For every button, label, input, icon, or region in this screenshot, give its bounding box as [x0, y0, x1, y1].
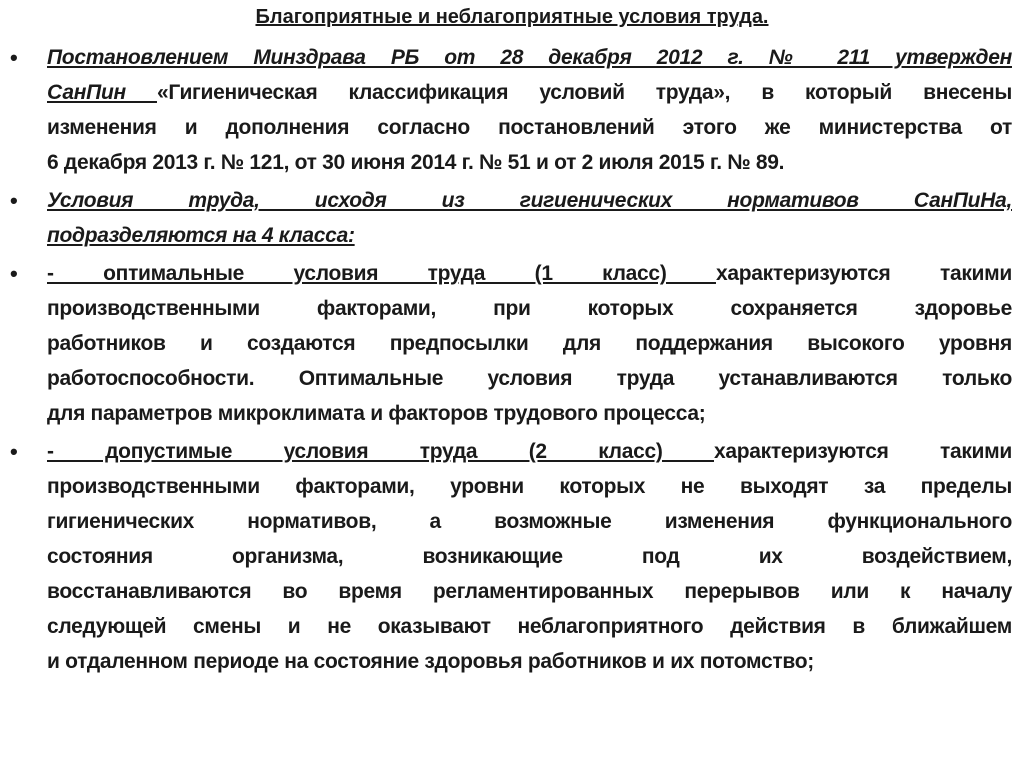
text-line	[47, 644, 1012, 679]
text-segment: производственными факторами, при которых сохраняется здоровье	[47, 297, 1012, 320]
text-segment: производственными факторами, уровни которых не выходят за пределы	[47, 475, 1012, 498]
text-line	[47, 218, 1012, 253]
text-segment: и отдаленном периоде на состояние здоровья работников и их потомство;	[47, 650, 814, 673]
text-segment: 6 декабря 2013 г. № 121, от 30 июня 2014 г. № 51 и от 2 июля 2015 г. № 89.	[47, 151, 785, 174]
text-segment: СанПин	[47, 81, 157, 104]
text-line	[47, 110, 1012, 145]
text-line	[47, 361, 1012, 396]
text-segment: состояния организма, возникающие под их воздействием,	[47, 545, 1012, 568]
text-segment: Условия труда, исходя из гигиенических нормативов СанПиНа,	[47, 189, 1012, 212]
text-segment: изменения и дополнения согласно постановлений этого же министерства от	[47, 116, 1012, 139]
text-segment: - допустимые условия труда (2 класс)	[47, 440, 714, 463]
bullet-item	[0, 183, 1024, 253]
text-line	[47, 256, 1012, 291]
bullet-item	[0, 40, 1024, 180]
text-line	[47, 574, 1012, 609]
text-line	[47, 145, 1012, 180]
text-segment: Постановлением Минздрава РБ от 28 декабря 2012 г. № 211 утвержден	[47, 46, 1012, 69]
text-line	[47, 40, 1012, 75]
text-segment: подразделяются на 4 класса:	[47, 224, 355, 247]
text-segment: гигиенических нормативов, а возможные изменения функционального	[47, 510, 1012, 533]
bullet-list	[0, 40, 1024, 682]
text-line	[47, 183, 1012, 218]
text-segment: работоспособности. Оптимальные условия труда устанавливаются только	[47, 367, 1012, 390]
text-line	[47, 396, 1012, 431]
text-line	[47, 434, 1012, 469]
text-segment: следующей смены и не оказывают неблагоприятного действия в ближайшем	[47, 615, 1012, 638]
text-segment: «Гигиеническая классификация условий труда», в который внесены	[156, 81, 1012, 104]
bullet-item	[0, 434, 1024, 679]
text-line	[47, 291, 1012, 326]
bullet-item	[0, 256, 1024, 431]
text-segment: характеризуются такими	[715, 262, 1012, 285]
slide-title: Благоприятные и неблагоприятные условия труда.	[255, 6, 769, 28]
text-line	[47, 504, 1012, 539]
bullet-icon: •	[10, 261, 18, 286]
text-segment: для параметров микроклимата и факторов трудового процесса;	[47, 402, 706, 425]
text-line	[47, 75, 1012, 110]
text-line	[47, 609, 1012, 644]
text-segment: работников и создаются предпосылки для поддержания высокого уровня	[47, 332, 1012, 355]
text-segment: - оптимальные условия труда (1 класс)	[47, 262, 716, 285]
bullet-icon: •	[10, 188, 18, 213]
text-segment: характеризуются такими	[714, 440, 1012, 463]
bullet-icon: •	[10, 45, 18, 70]
text-line	[47, 469, 1012, 504]
bullet-icon: •	[10, 439, 18, 464]
text-line	[47, 539, 1012, 574]
text-line	[47, 326, 1012, 361]
text-segment: восстанавливаются во время регламентированных перерывов или к началу	[47, 580, 1012, 603]
